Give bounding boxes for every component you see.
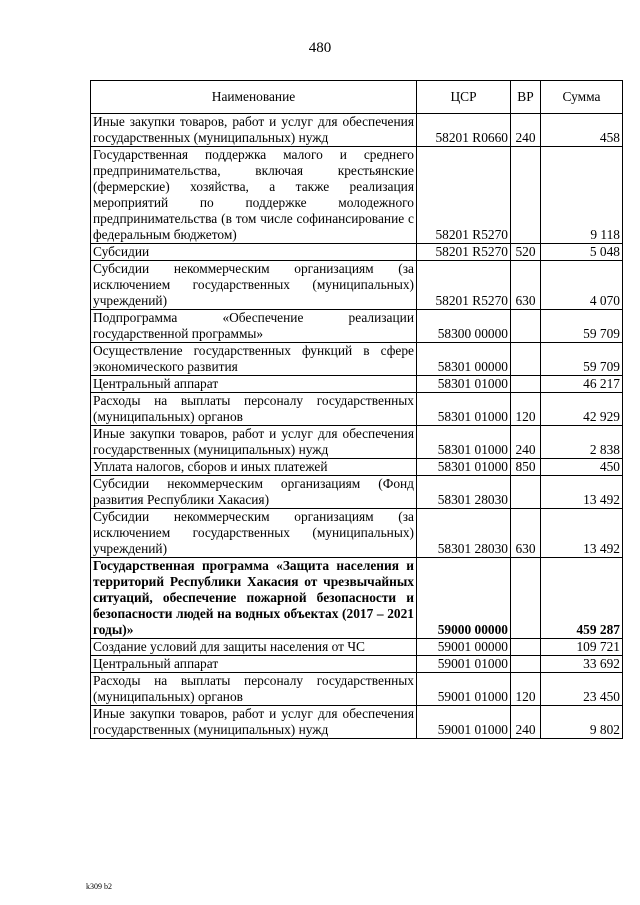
table-row: [91, 376, 623, 393]
header-csr: ЦСР: [417, 81, 511, 114]
row-csr-cell: 58301 01000: [417, 426, 511, 459]
row-csr-cell: 58301 01000: [417, 376, 511, 393]
table-row: [91, 509, 623, 558]
row-sum-cell: 459 287: [541, 558, 623, 639]
table-row: [91, 426, 623, 459]
row-name-cell: Иные закупки товаров, работ и услуг для обеспечения государственных (муниципальных) нужд: [91, 114, 417, 147]
row-name-cell: Центральный аппарат: [91, 376, 417, 393]
row-sum-cell: 9 802: [541, 706, 623, 739]
row-name-cell: Субсидии некоммерческим организациям (за исключением государственных (муниципальных) учреждений): [91, 261, 417, 310]
row-name-cell: Расходы на выплаты персоналу государственных (муниципальных) органов: [91, 673, 417, 706]
row-sum-cell: 59 709: [541, 343, 623, 376]
row-csr-cell: 59000 00000: [417, 558, 511, 639]
header-sum: Сумма: [541, 81, 623, 114]
row-name-cell: Уплата налогов, сборов и иных платежей: [91, 459, 417, 476]
table-row: [91, 310, 623, 343]
row-vr-cell: [511, 558, 541, 639]
row-csr-cell: 58201 R5270: [417, 261, 511, 310]
row-name-cell: Расходы на выплаты персоналу государственных (муниципальных) органов: [91, 393, 417, 426]
row-name-cell: Осуществление государственных функций в сфере экономического развития: [91, 343, 417, 376]
row-sum-cell: 42 929: [541, 393, 623, 426]
row-csr-cell: 58301 28030: [417, 509, 511, 558]
row-sum-cell: 33 692: [541, 656, 623, 673]
row-name-cell: Субсидии некоммерческим организациям (Фонд развития Республики Хакасия): [91, 476, 417, 509]
table-row: [91, 639, 623, 656]
row-sum-cell: 109 721: [541, 639, 623, 656]
row-name-cell: Иные закупки товаров, работ и услуг для обеспечения государственных (муниципальных) нужд: [91, 426, 417, 459]
footer-code: k309 b2: [86, 882, 112, 891]
row-sum-cell: 13 492: [541, 476, 623, 509]
row-vr-cell: 120: [511, 673, 541, 706]
row-vr-cell: [511, 376, 541, 393]
header-name: Наименование: [91, 81, 417, 114]
table-row: [91, 261, 623, 310]
table-row: [91, 558, 623, 639]
row-name-cell: Субсидии некоммерческим организациям (за исключением государственных (муниципальных) учреждений): [91, 509, 417, 558]
row-csr-cell: 59001 01000: [417, 706, 511, 739]
row-name-cell: Государственная программа «Защита населения и территорий Республики Хакасия от чрезвычайных ситуаций, обеспечение пожарной безопасности и безопасности людей на водных объектах (2017 – 2021 годы)»: [91, 558, 417, 639]
table-row: [91, 343, 623, 376]
row-csr-cell: 58201 R5270: [417, 244, 511, 261]
table-row: [91, 147, 623, 244]
table-row: [91, 706, 623, 739]
row-csr-cell: 58201 R0660: [417, 114, 511, 147]
table-row: [91, 244, 623, 261]
row-vr-cell: [511, 310, 541, 343]
row-csr-cell: 58301 00000: [417, 343, 511, 376]
row-vr-cell: 630: [511, 261, 541, 310]
row-sum-cell: 23 450: [541, 673, 623, 706]
row-name-cell: Подпрограмма «Обеспечение реализации государственной программы»: [91, 310, 417, 343]
table-row: [91, 114, 623, 147]
row-vr-cell: 120: [511, 393, 541, 426]
row-vr-cell: 520: [511, 244, 541, 261]
row-name-cell: Центральный аппарат: [91, 656, 417, 673]
page-number: 480: [308, 40, 332, 56]
row-sum-cell: 458: [541, 114, 623, 147]
row-name-cell: Государственная поддержка малого и среднего предпринимательства, включая крестьянские (фермерские) хозяйства, а также реализация мероприятий по поддержке молодежного предпринимательства (в том числе софинансирование с федеральным бюджетом): [91, 147, 417, 244]
table-header-row: [91, 81, 623, 114]
row-vr-cell: [511, 639, 541, 656]
table-row: [91, 673, 623, 706]
row-sum-cell: 46 217: [541, 376, 623, 393]
row-csr-cell: 58301 28030: [417, 476, 511, 509]
row-csr-cell: 58201 R5270: [417, 147, 511, 244]
row-sum-cell: 13 492: [541, 509, 623, 558]
row-vr-cell: 240: [511, 706, 541, 739]
table-row: [91, 393, 623, 426]
row-csr-cell: 58301 01000: [417, 393, 511, 426]
row-vr-cell: 240: [511, 114, 541, 147]
row-vr-cell: [511, 147, 541, 244]
row-vr-cell: 850: [511, 459, 541, 476]
row-vr-cell: [511, 343, 541, 376]
header-vr: ВР: [511, 81, 541, 114]
row-vr-cell: 630: [511, 509, 541, 558]
row-name-cell: Субсидии: [91, 244, 417, 261]
budget-table: [90, 80, 623, 739]
row-vr-cell: [511, 656, 541, 673]
row-csr-cell: 59001 01000: [417, 656, 511, 673]
row-name-cell: Создание условий для защиты населения от ЧС: [91, 639, 417, 656]
row-csr-cell: 58300 00000: [417, 310, 511, 343]
row-sum-cell: 4 070: [541, 261, 623, 310]
row-name-cell: Иные закупки товаров, работ и услуг для обеспечения государственных (муниципальных) нужд: [91, 706, 417, 739]
row-vr-cell: 240: [511, 426, 541, 459]
row-csr-cell: 59001 00000: [417, 639, 511, 656]
row-vr-cell: [511, 476, 541, 509]
table-row: [91, 476, 623, 509]
row-sum-cell: 59 709: [541, 310, 623, 343]
table-row: [91, 459, 623, 476]
row-csr-cell: 58301 01000: [417, 459, 511, 476]
row-sum-cell: 2 838: [541, 426, 623, 459]
row-sum-cell: 5 048: [541, 244, 623, 261]
row-csr-cell: 59001 01000: [417, 673, 511, 706]
row-sum-cell: 9 118: [541, 147, 623, 244]
row-sum-cell: 450: [541, 459, 623, 476]
table-row: [91, 656, 623, 673]
